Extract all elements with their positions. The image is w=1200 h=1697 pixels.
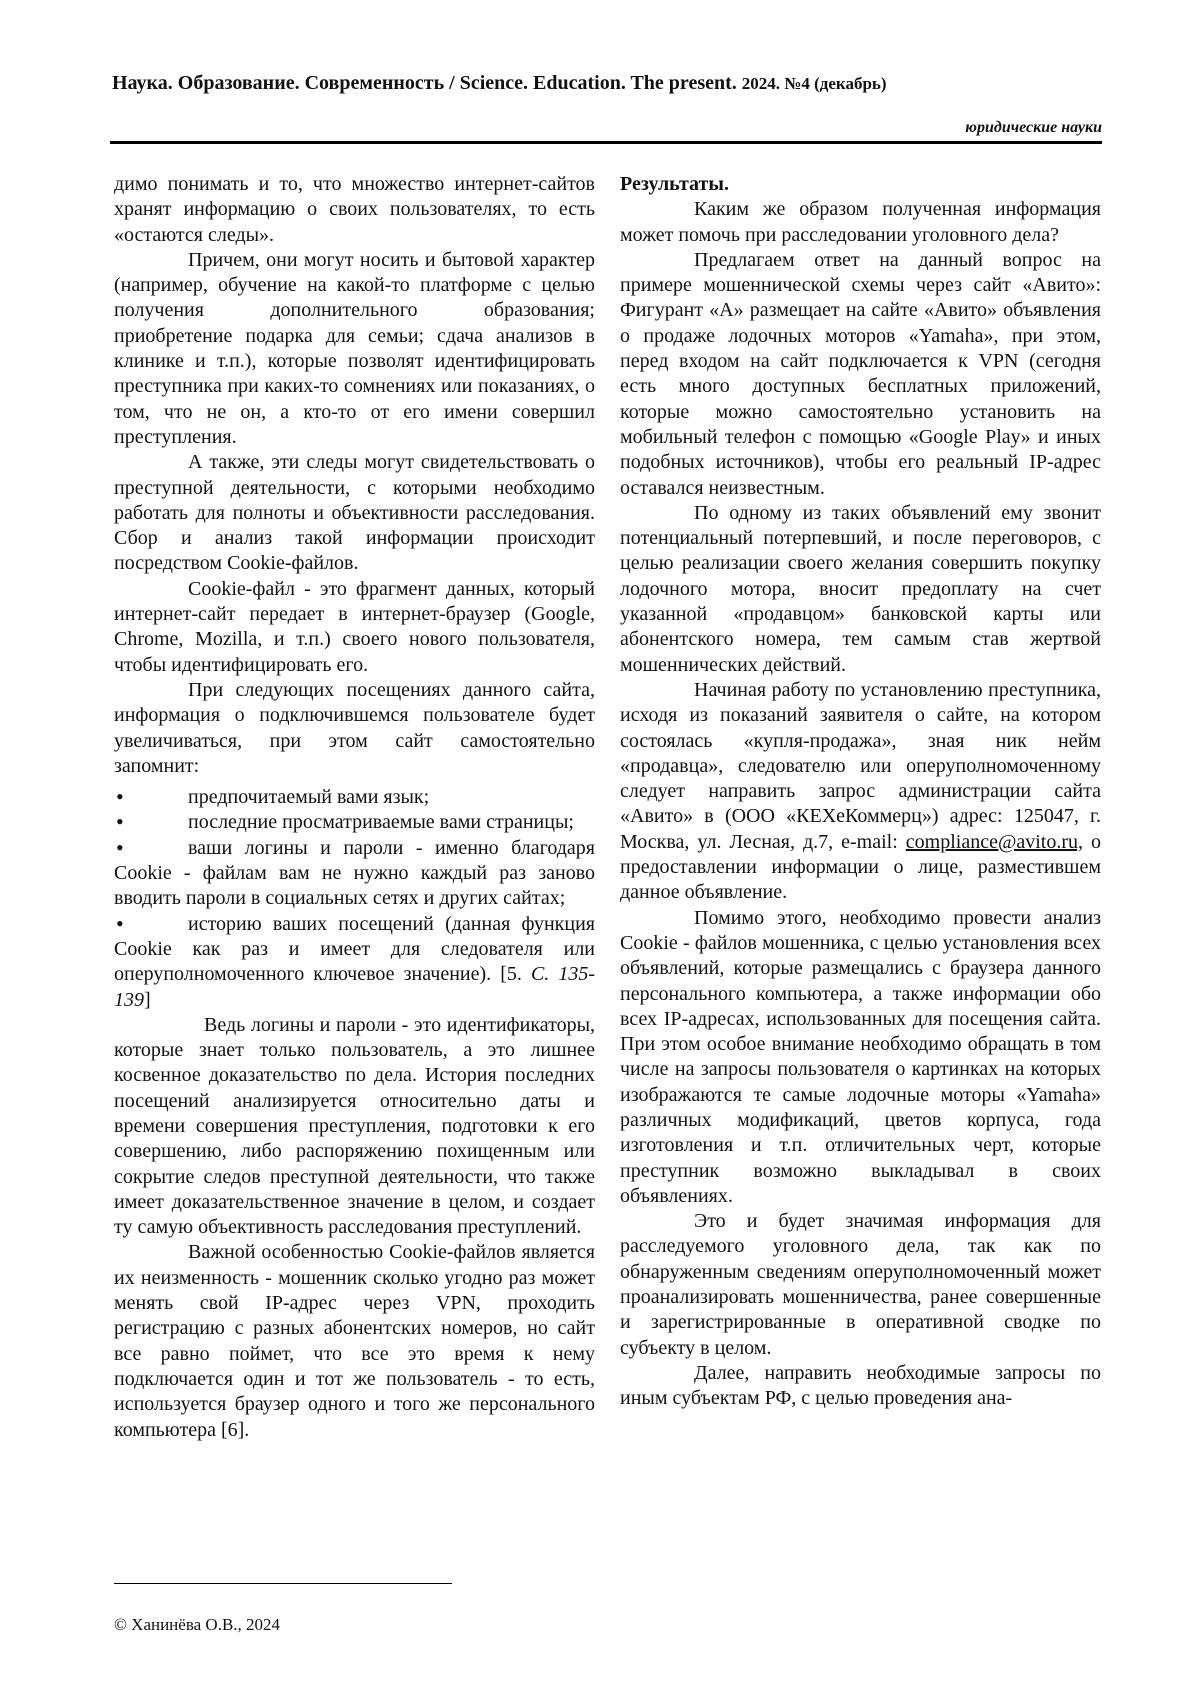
bullet-icon: • [116,809,124,835]
citation-bracket: ] [144,988,151,1011]
bullet-icon: • [116,834,124,860]
paragraph [620,678,1101,906]
journal-header [112,72,1102,95]
bullet-icon: • [116,784,124,810]
list-item-text: историю ваших посещений (данная функция Cookie как раз и имеет для следователя или оперуполномоченного ключевое значение). [5. [114,912,595,986]
issue-info: 2024. №4 (декабрь) [741,74,887,93]
paragraph: По одному из таких объявлений ему звонит потенциальный потерпевший, и после переговоров, с целью реализации своего желания совершить покупку лодочного мотора, вносит предоплату на счет указанной «продавцом» банковской карты или абонентского номера, тем самым став жертвой мошеннических действий. [620,501,1101,676]
paragraph: Помимо этого, необходимо провести анализ Cookie - файлов мошенника, с целью установления всех объявлений, которые размещались с браузера данного персонального компьютера, а также информации обо всех IP-адресах, использованных для посещения сайта. При этом особое внимание необходимо обращать в том числе на запросы пользователя о картинках на которых изображаются те самые лодочные моторы «Yamaha» различных модификаций, цветов корпуса, года изготовления и т.п. отличительных черт, которые преступник возможно выкладывал в своих объявлениях. [620,906,1101,1207]
paragraph: Cookie-файл - это фрагмент данных, который интернет-сайт передает в интернет-браузер (Google, Chrome, Mozilla, и т.п.) своего нового пользователя, чтобы идентифицировать его. [114,577,595,676]
paragraph: Это и будет значимая информация для расследуемого уголовного дела, так как по обнаруженным сведениям оперуполномоченный может проанализировать мошенничества, ранее совершенные и зарегистрированные в оперативной сводке по субъекту в целом. [620,1210,1101,1359]
section-heading: Результаты. [620,173,729,195]
email-link[interactable]: compliance@avito.ru, [905,830,1084,853]
paragraph: Причем, они могут носить и бытовой характер (например, обучение на какой-то платформе с целью получения дополнительного образования; приобретение подарка для семьи; сдача анализов в клинике и т.п.), которые позволят идентифицировать преступника при каких-то сомнениях или показаниях, о том, что не он, а кто-то от его имени совершил преступления. [114,248,595,448]
right-column [620,172,1101,1412]
list-item [114,810,595,835]
paragraph-text: Начиная работу по установлению преступника, исходя из показаний заявителя о сайте, на котором состоялась «купля-продажа», зная ник нейм «продавца», следователю или оперуполномоченному следует направить запрос администрации сайта «Авито» в (ООО «КЕХеКоммерц») адрес: 125047, г. Москва, ул. Лесная, д.7, e-mail: [620,678,1101,853]
list-item-text: ваши логины и пароли - именно благодаря Cookie - файлам вам не нужно каждый раз заново вводить пароли в социальных сетях и других сайтах; [114,836,595,910]
footnote-rule [114,1583,452,1584]
header-rule [110,141,1102,144]
left-column [114,172,595,1443]
paragraph: Каким же образом полученная информация может помочь при расследовании уголовного дела? [620,198,1101,246]
copyright-notice: © Ханинёва О.В., 2024 [114,1615,281,1634]
list-item-text: предпочитаемый вами язык; [188,786,430,809]
list-item-text: последние просматриваемые вами страницы; [188,811,574,834]
journal-title: Наука. Образование. Современность / Science. Education. The present. [112,72,737,94]
paragraph: Далее, направить необходимые запросы по иным субъектам РФ, с целью проведения ана- [620,1361,1101,1410]
paragraph: Предлагаем ответ на данный вопрос на примере мошеннической схемы через сайт «Авито»: Фигурант «А» размещает на сайте «Авито» объявления о продаже лодочных моторов «Yamaha», при этом, перед входом на сайт подключается к VPN (сегодня есть много доступных бесплатных приложений, которые можно самостоятельно установить на мобильный телефон с помощью «Google Play» и иных подобных источников), чтобы его реальный IP-адрес оставался неизвестным. [620,248,1101,499]
paragraph-text: о предоставлении информации о лице, разместившем данное объявление. [620,830,1102,904]
list-item [114,785,595,810]
paragraph: При следующих посещениях данного сайта, информация о подключившемся пользователе будет увеличиваться, при этом сайт самостоятельно запомнит: [114,678,595,777]
paragraph: Ведь логины и пароли - это идентификаторы, которые знает только пользователь, а это лишнее косвенное доказательство по дела. История последних посещений анализируется относительно даты и времени совершения преступления, подготовки к его совершению, либо распоряжению похищенным или сокрытие следов преступной деятельности, что также имеет доказательственное значение в целом, и создает ту самую объективность расследования преступлений. [114,1013,595,1239]
citation-pages: С. 135-139 [114,963,596,1011]
rubric-label: юридические науки [965,119,1102,136]
list-item [114,836,595,912]
paragraph: А также, эти следы могут свидетельствовать о преступной деятельности, с которыми необходимо работать для полноты и объективности расследования. Сбор и анализ такой информации происходит посредством Cookie-файлов. [114,451,595,575]
bullet-icon: • [116,910,124,936]
paragraph: димо понимать и то, что множество интернет-сайтов хранят информацию о своих пользователях, то есть «остаются следы». [114,173,595,246]
list-item [114,912,595,1013]
paragraph: Важной особенностью Cookie-файлов является их неизменность - мошенник сколько угодно раз может менять свой IP-адрес через VPN, проходить регистрацию с разных абонентских номеров, но сайт все равно поймет, что все это время к нему подключается один и тот же пользователь - то есть, используется браузер одного и того же персонального компьютера [6]. [114,1241,595,1441]
